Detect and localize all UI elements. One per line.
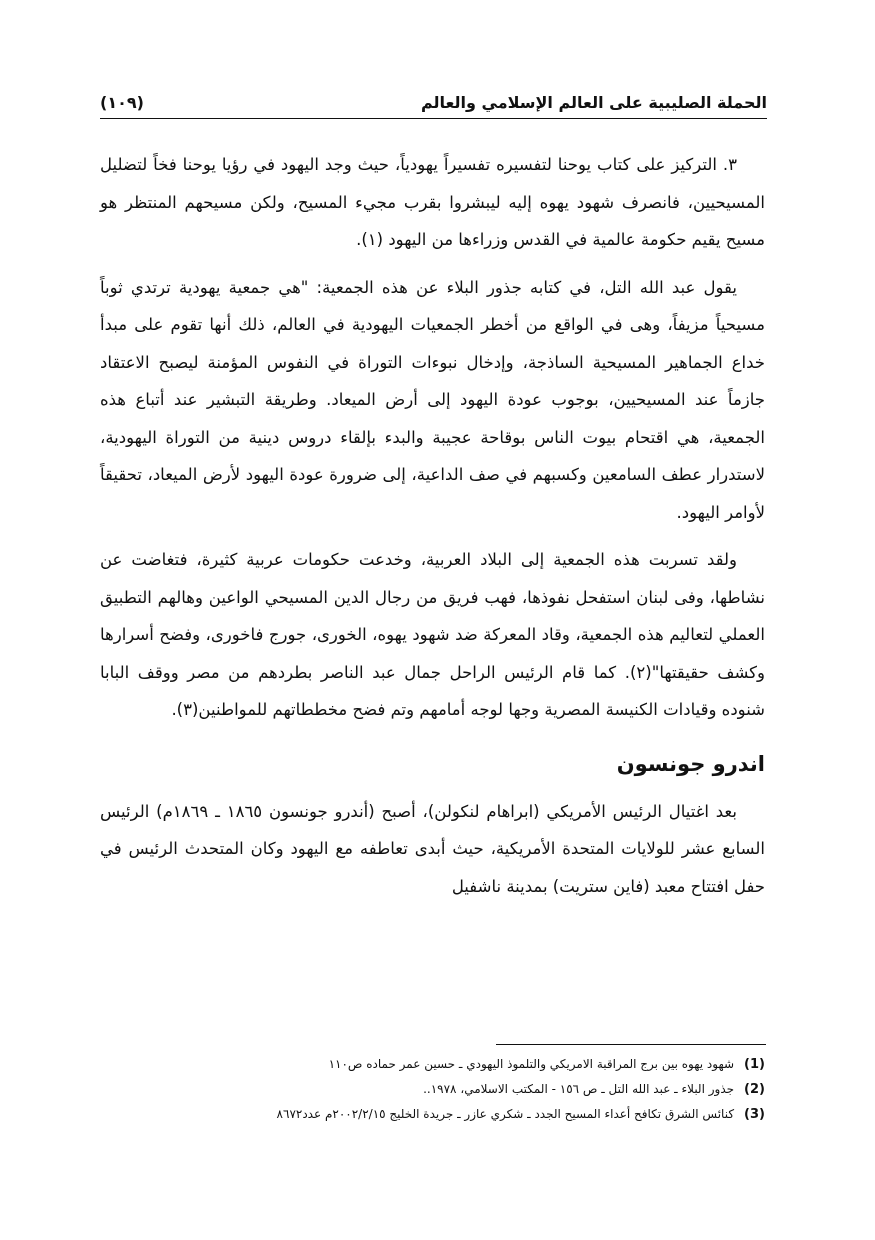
paragraph: ٣. التركيز على كتاب يوحنا لتفسيره تفسيراً يهودياً، حيث وجد اليهود في رؤيا يوحنا فخاً لتضليل المسيحيين، فانصرف شهود يهوه إليه ليبشروا بقرب مجيء المسيح، ولكن مسيحهم المنتظر هو مسيح يقيم حكومة عالمية في القدس وزراءها من اليهود (١). (100, 155, 765, 249)
footnote-divider (496, 1044, 766, 1045)
footnote-item (100, 1052, 765, 1077)
footnotes (100, 1052, 765, 1127)
footnote-text: كنائس الشرق تكافح أعداء المسيح الجدد ـ شكري عازر ـ جريدة الخليج ٢٠٠٢/٢/١٥م عدد٨٦٧٢ (276, 1107, 735, 1121)
page-body (100, 146, 765, 915)
footnote-number: (1) (744, 1057, 765, 1072)
footnote-number: (3) (744, 1107, 765, 1122)
footnote-text: جذور البلاء ـ عبد الله التل ـ ص ١٥٦ - المكتب الاسلامي، ١٩٧٨.. (423, 1082, 735, 1096)
paragraph: يقول عبد الله التل، في كتابه جذور البلاء عن هذه الجمعية: "هي جمعية يهودية ترتدي ثوباً مسيحياً مزيفاً، وهى في الواقع من أخطر الجمعيات اليهودية في العالم، ذلك أنها تقوم على مبدأ خداع الجماهير المسيحية الساذجة، وإدخال نبوءات التوراة في النفوس المؤمنة ليصبح الاعتقاد جازماً عند المسيحيين، بوجوب عودة اليهود إلى أرض الميعاد. وطريقة التبشير عند أتباع هذه الجمعية، هي اقتحام بيوت الناس بوقاحة عجيبة والبدء بإلقاء دروس دينية من التوراة اليهودية، لاستدرار عطف السامعين وكسبهم في صف الداعية، إلى ضرورة عودة اليهود لأرض الميعاد، تحقيقاً لأوامر اليهود. (100, 277, 765, 522)
page-number: (١٠٩) (100, 92, 144, 112)
section-heading: اندرو جونسون (616, 751, 765, 776)
footnote-number: (2) (744, 1082, 765, 1097)
footnote-text: شهود يهوه بين برج المراقبة الامريكي والتلموذ اليهودي ـ حسين عمر حماده ص١١٠ (328, 1057, 735, 1071)
running-header (100, 86, 767, 119)
paragraph: ولقد تسربت هذه الجمعية إلى البلاد العربية، وخدعت حكومات عربية كثيرة، فتغاضت عن نشاطها، وفى لبنان استفحل نفوذها، فهب فريق من رجال الدين المسيحي الواعين وهالهم التطبيق العملي لتعاليم هذه الجمعية، وقاد المعركة ضد شهود يهوه، الخورى، جورج فاخورى، وفضح أسرارها وكشف حقيقتها"(٢). كما قام الرئيس الراحل جمال عبد الناصر بطردهم من مصر ووقف البابا شنوده وقيادات الكنيسة المصرية وجها لوجه أمامهم وتم فضح مخططاتهم للمواطنين(٣). (100, 550, 765, 719)
footnote-item (100, 1077, 765, 1102)
paragraph: بعد اغتيال الرئيس الأمريكي (ابراهام لنكولن)، أصبح (أندرو جونسون ١٨٦٥ ـ ١٨٦٩م) الرئيس السابع عشر للولايات المتحدة الأمريكية، حيث أبدى تعاطفه مع اليهود وكان المتحدث الرئيس في حفل افتتاح معبد (فاين ستريت) بمدينة ناشفيل (100, 801, 765, 896)
header-title: الحملة الصليبية على العالم الإسلامي والعالم (420, 92, 767, 112)
footnote-item (100, 1102, 765, 1127)
